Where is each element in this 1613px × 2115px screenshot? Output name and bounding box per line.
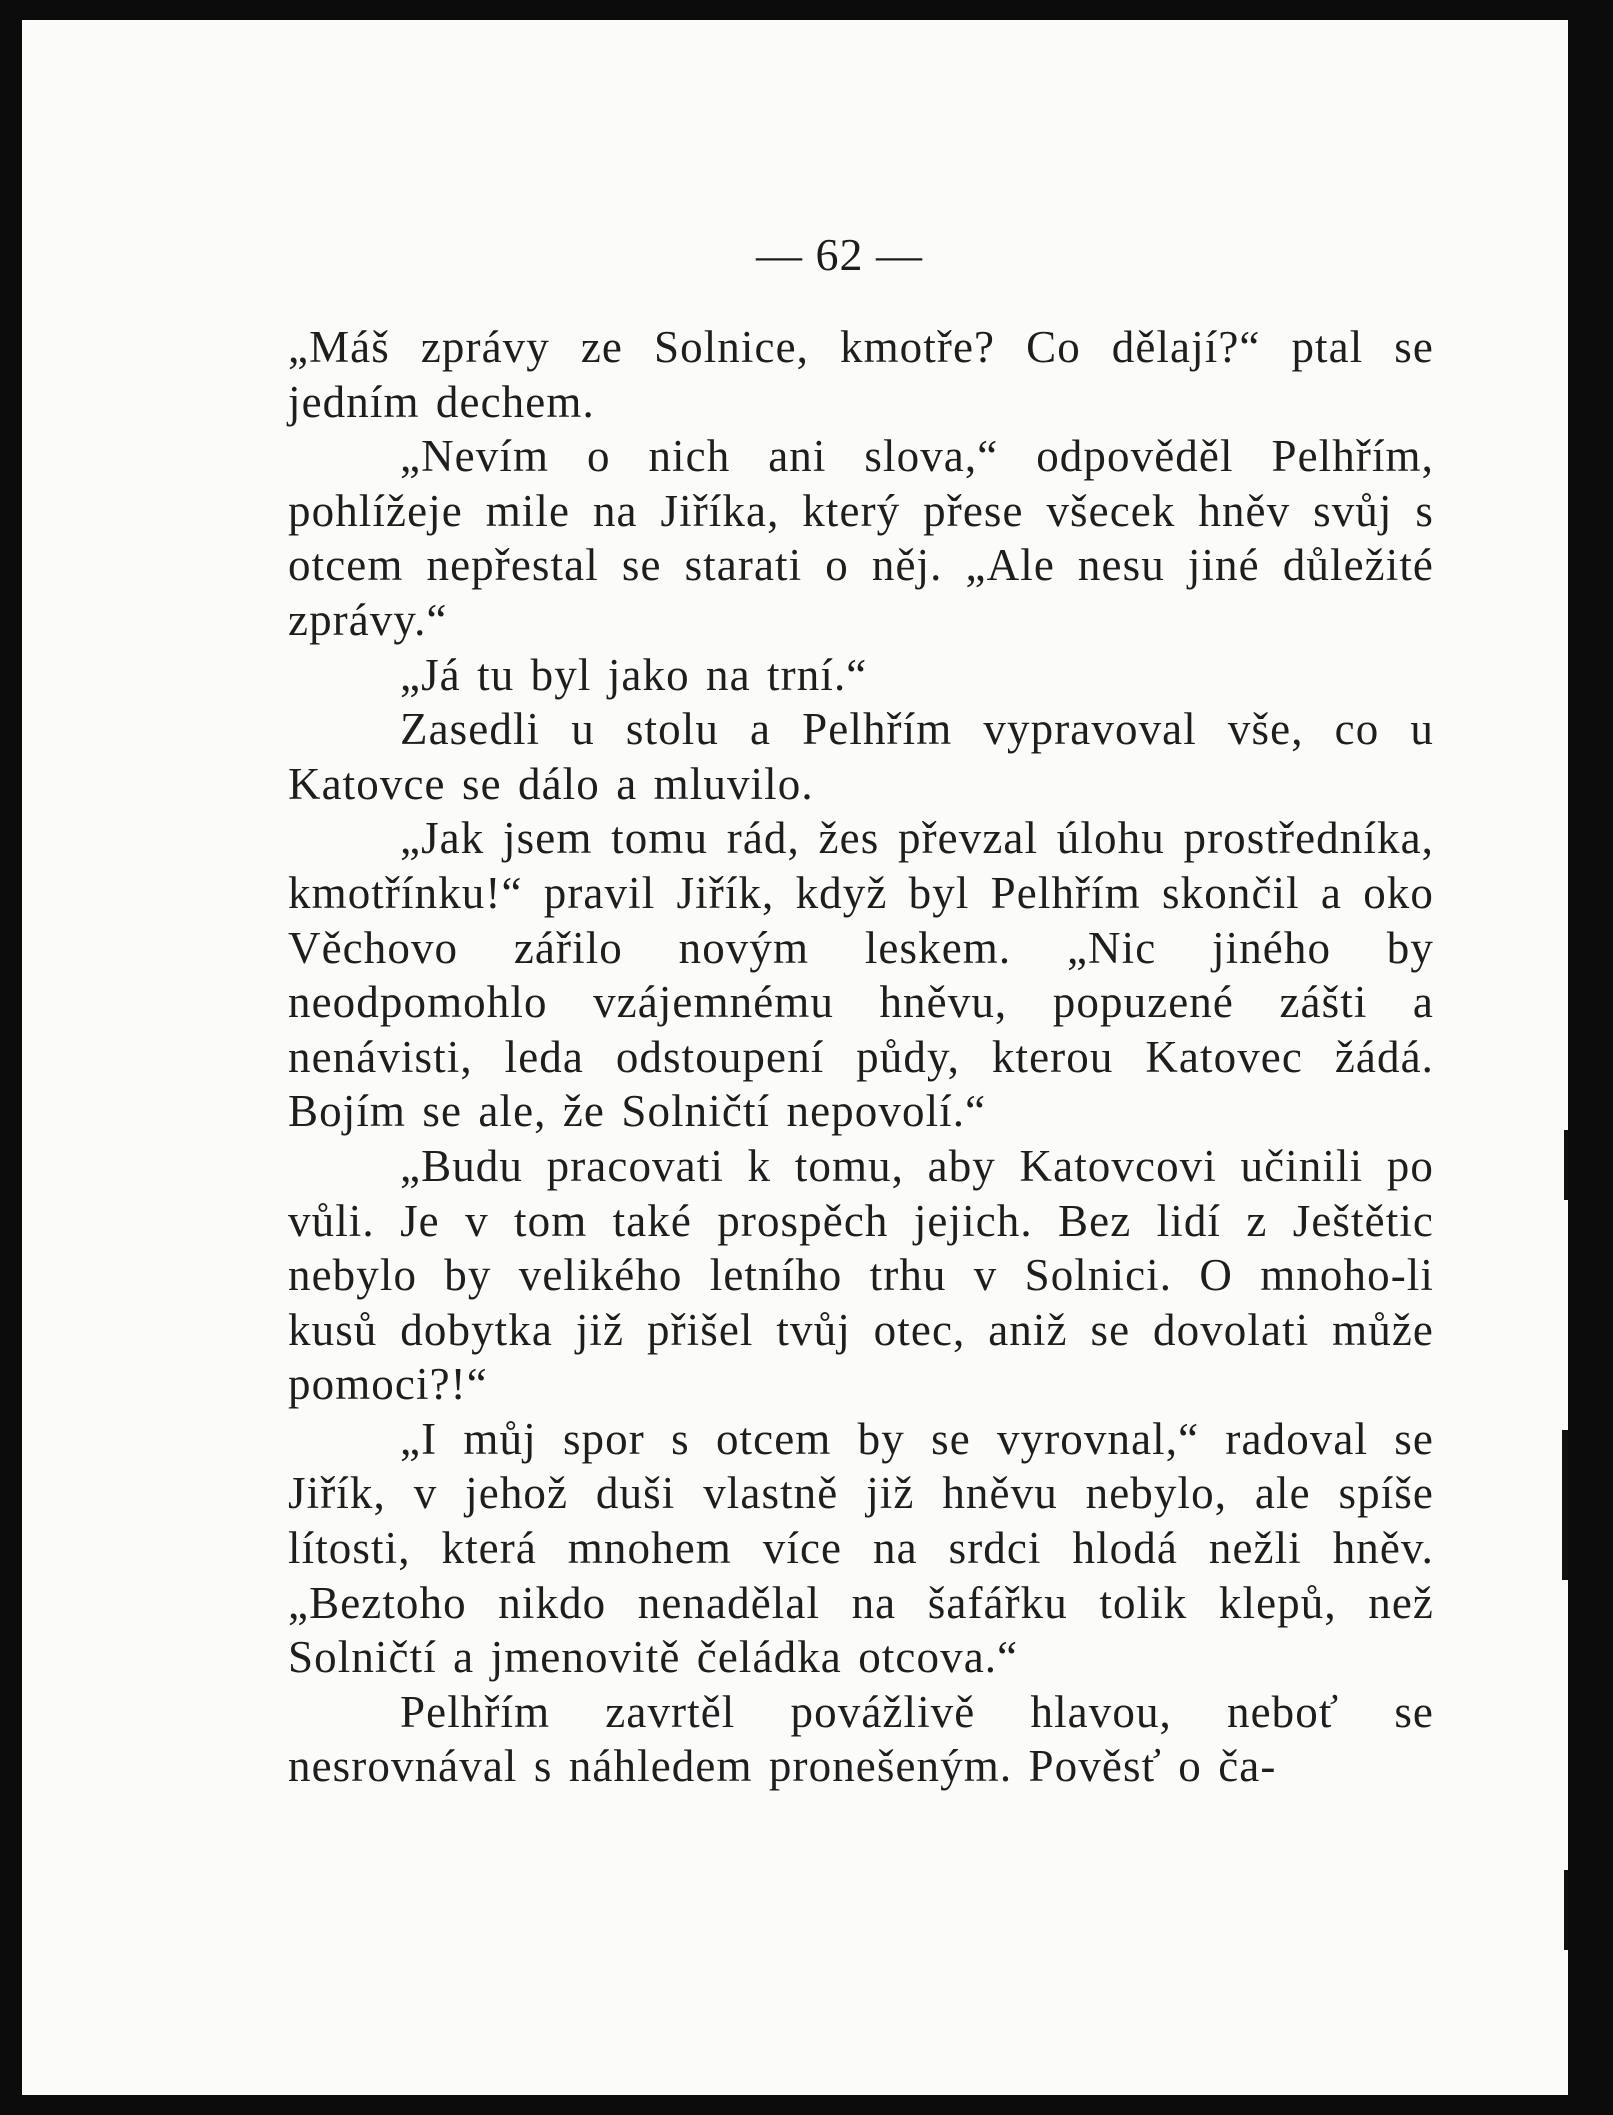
paragraph-3: „Já tu byl jako na trní.“ <box>400 649 868 700</box>
body-text <box>288 320 1434 1794</box>
page-number: — 62 — <box>756 229 923 280</box>
paragraph-4: Zasedli u stolu a Pelhřím vypravoval vše, co u Katovce se dálo a mluvilo. <box>288 704 1434 809</box>
scan-edge-mark <box>1562 1430 1568 1580</box>
paragraph-7: „I můj spor s otcem by se vyrovnal,“ radoval se Jiřík, v jehož duši vlastně již hněvu nebylo, ale spíše lítosti, která mnohem více na srdci hlodá nežli hněv. „Beztoho nikdo nenadělal na šafářku tolik klepů, než Solničtí a jmenovitě čeládka otcova.“ <box>288 1413 1434 1683</box>
paragraph-8: Pelhřím zavrtěl povážlivě hlavou, neboť se nesrovnával s náhledem pronešeným. Pověsť o ča- <box>288 1686 1434 1792</box>
scan-edge-mark <box>1564 1870 1568 1950</box>
book-page <box>22 20 1568 2095</box>
paragraph-1: „Máš zprávy ze Solnice, kmotře? Co dělají?“ ptal se jedním dechem. <box>288 322 1434 427</box>
paragraph-2: „Nevím o nich ani slova,“ odpověděl Pelhřím, pohlížeje mile na Jiříka, který přese všecek hněv svůj s otcem nepřestal se starati o něj. „Ale nesu jiné důležité zprávy.“ <box>288 431 1434 645</box>
scan-edge-mark <box>1564 1130 1568 1200</box>
paragraph-5: „Jak jsem tomu rád, žes převzal úlohu prostředníka, kmotřínku!“ pravil Jiřík, když byl Pelhřím skončil a oko Věchovo zářilo novým leskem. „Nic jiného by neodpomohlo vzájemnému hněvu, popuzené zášti a nenávisti, leda odstoupení půdy, kterou Katovec žádá. Bojím se ale, že Solničtí nepovolí.“ <box>288 813 1434 1137</box>
paragraph-6: „Budu pracovati k tomu, aby Katovcovi učinili po vůli. Je v tom také prospěch jejich. Bez lidí z Ještětic nebylo by velikého letního trhu v Solnici. O mnoho-li kusů dobytka již přišel tvůj otec, aniž se dovolati může pomoci?!“ <box>288 1140 1434 1410</box>
